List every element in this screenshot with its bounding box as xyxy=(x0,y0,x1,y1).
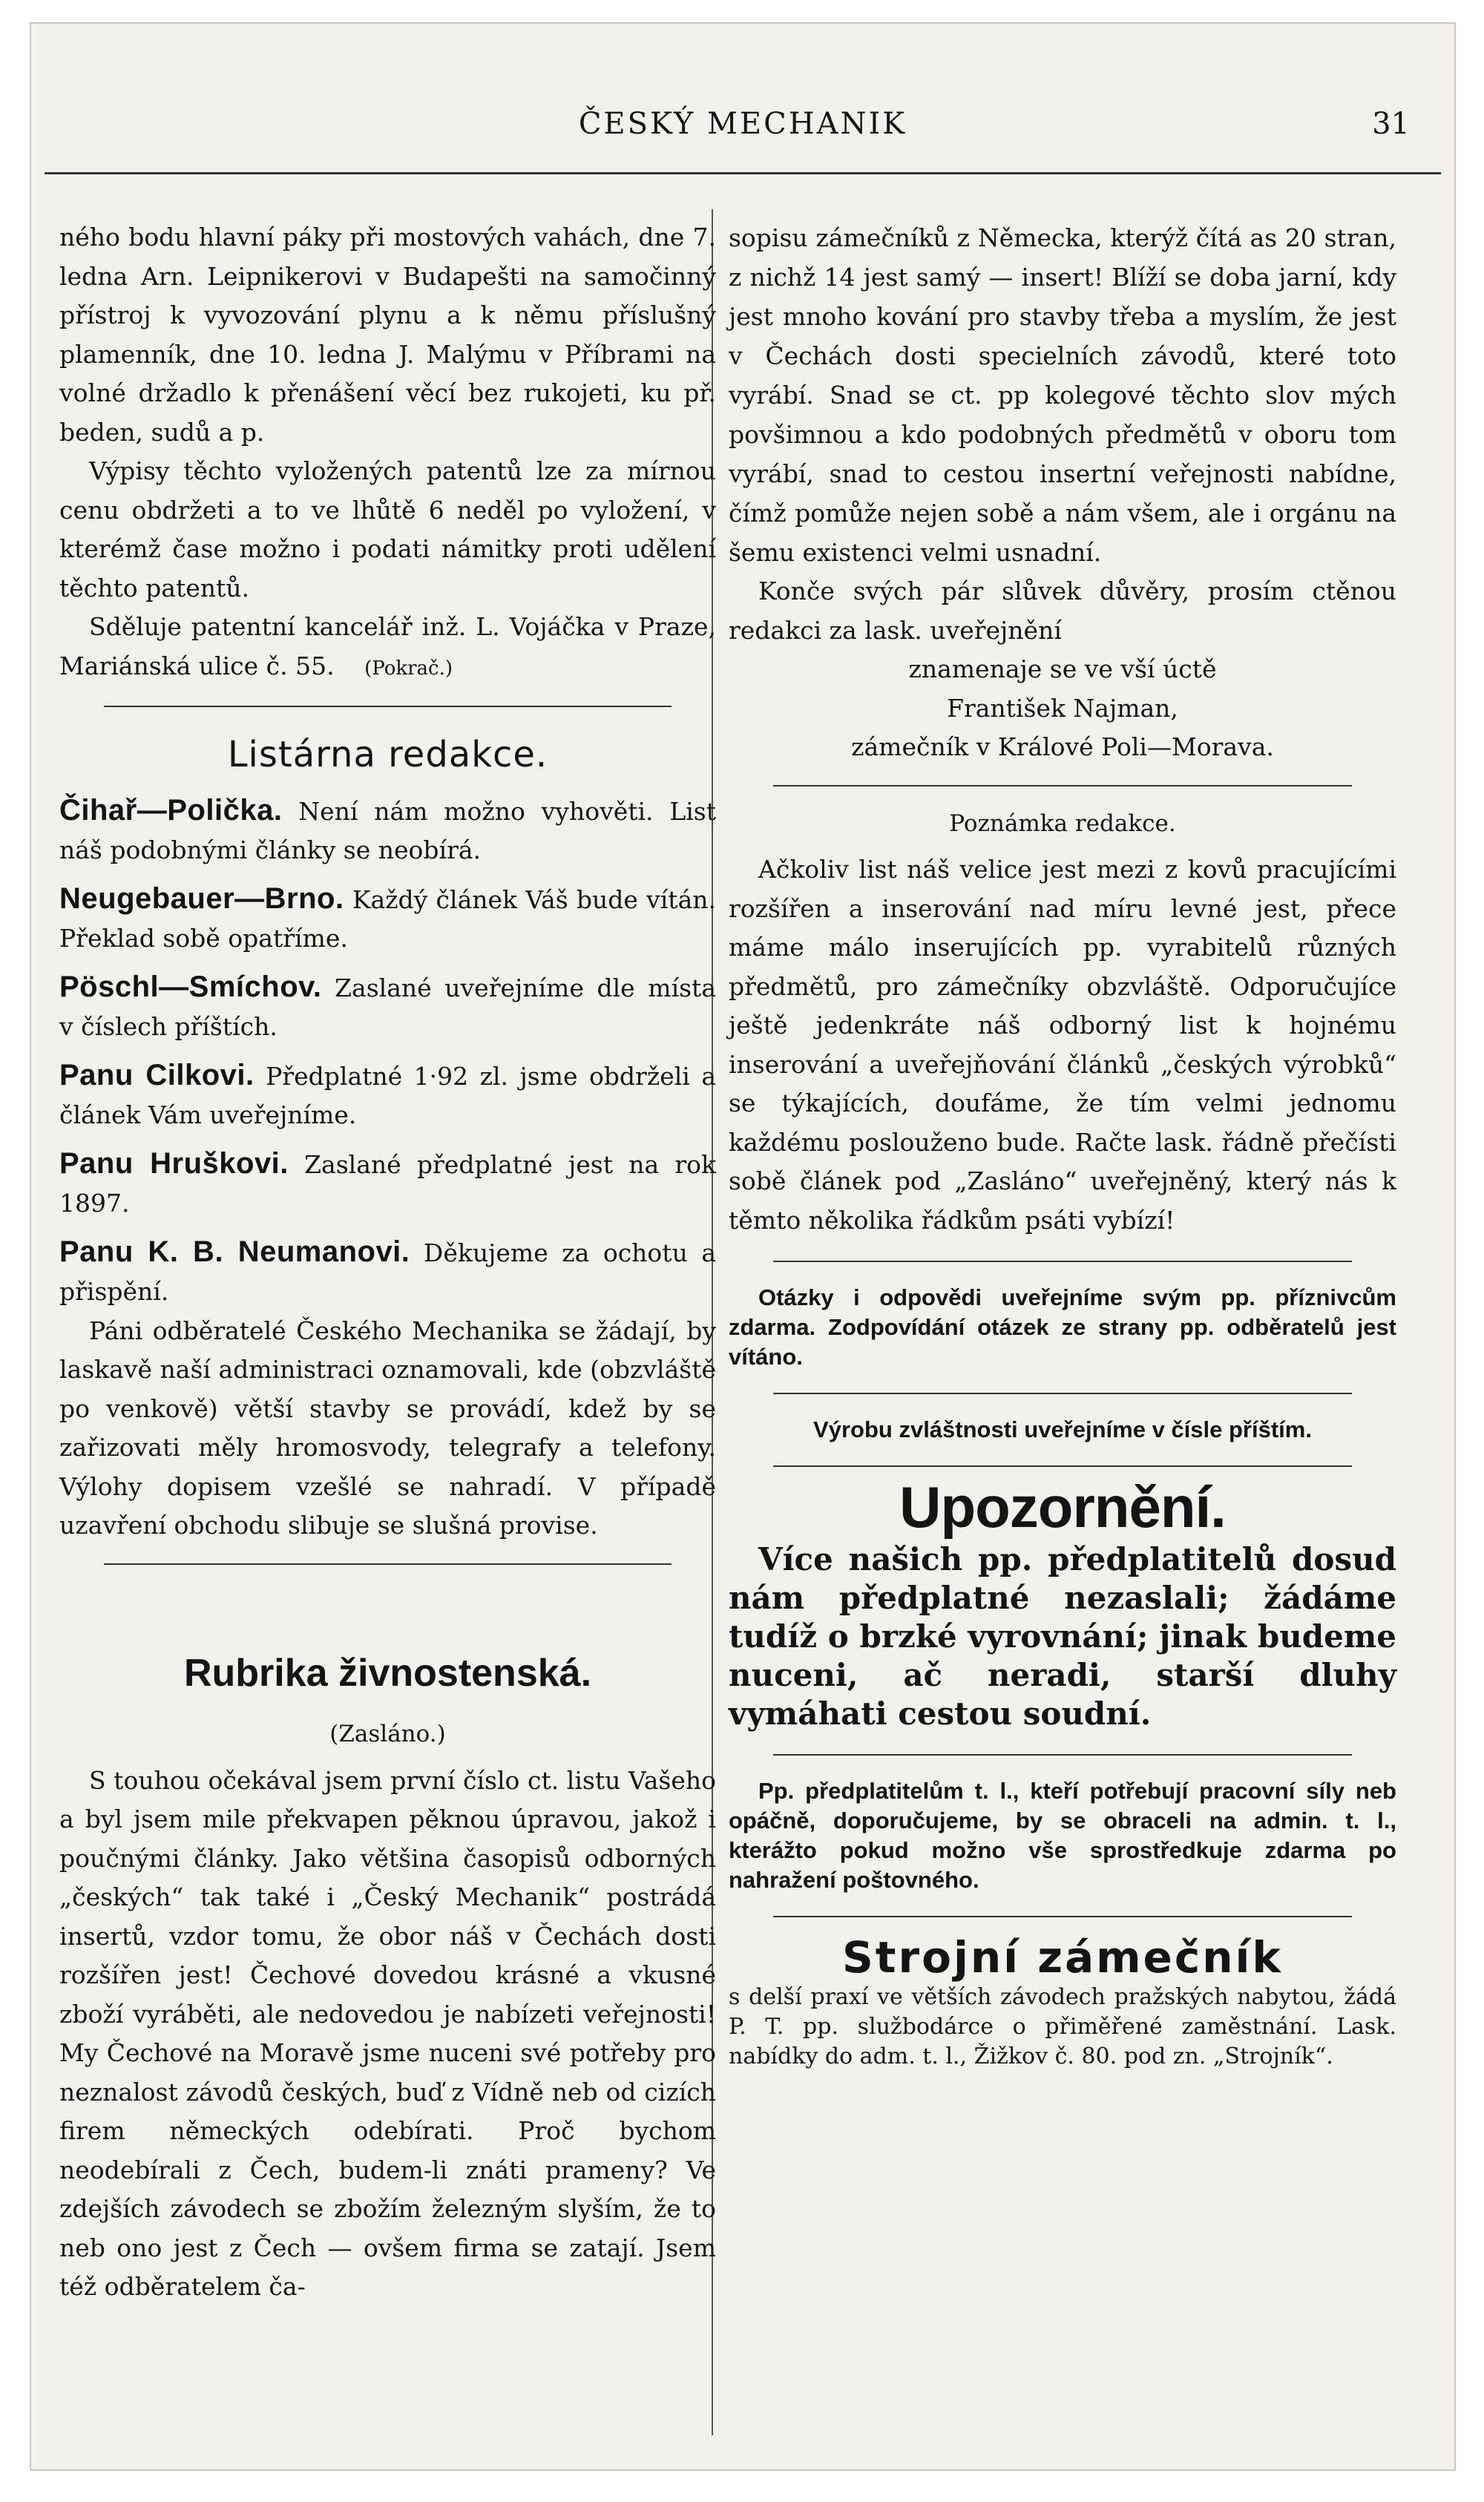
editor-note-title: Poznámka redakce. xyxy=(949,810,1176,837)
reply-item xyxy=(59,879,716,959)
reply-text: Děkujeme za ochotu a přispění. xyxy=(59,1238,717,1306)
section-rule xyxy=(104,1563,672,1565)
continued-mark: (Pokrač.) xyxy=(364,657,453,680)
header-rule xyxy=(45,172,1441,174)
signature-line: znamenaje se ve vší úctě xyxy=(908,654,1217,683)
reply-addressee: Čihař—Polička. xyxy=(59,793,283,827)
reply-item xyxy=(59,1144,716,1224)
editor-note-text: Ačkoliv list náš velice jest mezi z kovů pracujícími rozšířen a inserování nad míru levné jest, přece máme málo inserujících pp. vyrabitelů různých předmětů, pro zámečníky obzvláště. Odporučujíce ještě jedenkráte náš odborný list k hojnému inserování a uveřejňování článků „českých výrobků“ se týkajících, doufáme, že tím velmi jednomu každému poslouženo bude. Račte lask. řádně přečísti sobě článek pod „Zasláno“ uveřejněný, který nás k těmto několika řádkům psáti vybízí! xyxy=(729,855,1396,1235)
readers-notice: Páni odběratelé Českého Mechanika se žádají, by laskavě naší administraci oznamovali, kde (obzvláště po venkově) větší stavby se provádí, kdež by se zařizovati měly hromosvody, telegrafy a telefony. Výlohy dopisem vzešlé se nahradí. V případě uzavření obchodu slibuje se slušná provise. xyxy=(59,1316,716,1540)
reply-text: Předplatné 1·92 zl. jsme obdrželi a článek Vám uveřejníme. xyxy=(59,1061,717,1129)
reply-text: Není nám možno vyhověti. List náš podobnými články se neobírá. xyxy=(59,796,716,864)
reply-text: Zaslané uveřejníme dle místa v číslech příštích. xyxy=(59,973,716,1041)
reply-addressee: Neugebauer—Brno. xyxy=(59,881,344,915)
page-header xyxy=(31,24,1454,154)
section-rule xyxy=(773,1261,1352,1262)
left-column xyxy=(59,218,716,2307)
section-rule xyxy=(773,785,1352,787)
rubrika-text: S touhou očekával jsem první číslo ct. listu Vašeho a byl jsem mile překvapen pěknou úpravou, jakož i poučnými články. Jako většina časopisů odborných „českých“ tak také i „Český Mechanik“ postrádá insertů, vzdor tomu, že obor náš v Čechách dosti rozšířen jest! Čechové dovedou krásné a vkusné zboží vyráběti, ale nedovedou je nabízeti veřejnosti! My Čechové na Moravě jsme nuceni své potřeby pro neznalost závodů českých, buď z Vídně neb od cizích firem německých odebírati. Proč bychom neodebírali z Čech, budem-li znáti prameny? Ve zdejších závodech se zbožím železným slyším, že to neb ono jest z Čech — ovšem firma se zatají. Jsem též odběratelem ča- xyxy=(59,1765,716,2301)
patent-extracts-para: Výpisy těchto vyložených patentů lze za mírnou cenu obdržeti a to ve lhůtě 6 neděl po vyložení, v kterémž čase možno i podati námitky proti udělení těchto patentů. xyxy=(59,456,716,602)
reply-addressee: Panu Hruškovi. xyxy=(59,1146,289,1180)
page-number: 31 xyxy=(1372,107,1410,141)
ad-text: s delší praxí ve větších závodech pražských nabytou, žádá P. T. pp. službodárce o přiměřené zaměstnání. Lask. nabídky do adm. t. l., Žižkov č. 80. pod zn. „Strojník“. xyxy=(729,1984,1396,2069)
reply-text: Zaslané předplatné jest na rok 1897. xyxy=(59,1149,716,1218)
questions-notice: Otázky i odpovědi uveřejníme svým pp. příznivcům zdarma. Zodpovídání otázek ze strany pp. odběratelů jest vítáno. xyxy=(729,1284,1396,1370)
section-rule xyxy=(773,1465,1352,1467)
signature-place: zámečník v Králové Poli—Morava. xyxy=(851,732,1274,761)
reply-addressee: Panu Cilkovi. xyxy=(59,1058,255,1091)
patent-list-continuation: ného bodu hlavní páky při mostových vahách, dne 7. ledna Arn. Leipnikerovi v Budapešti na samočinný přístroj k vyvozování plynu a k němu příslušný plamenník, dne 10. ledna J. Malýmu v Příbrami na volné držadlo k přenášení věcí bez rukojeti, ku př. beden, sudů a p. xyxy=(59,223,716,447)
reply-addressee: Panu K. B. Neumanovi. xyxy=(59,1235,410,1268)
ad-title: Strojní zámečník xyxy=(842,1931,1283,1983)
right-column xyxy=(729,218,1396,2072)
listarna-title: Listárna redakce. xyxy=(227,734,548,775)
reply-item xyxy=(59,791,716,870)
specialty-notice: Výrobu zvláštnosti uveřejníme v čísle příštím. xyxy=(813,1416,1312,1442)
section-rule xyxy=(773,1916,1352,1917)
rubrika-title: Rubrika živnostenská. xyxy=(183,1651,592,1695)
notice-title: Upozornění. xyxy=(899,1474,1226,1540)
reply-addressee: Pöschl—Smíchov. xyxy=(59,970,322,1003)
reply-text: Každý článek Váš bude vítán. Překlad sobě opatříme. xyxy=(59,884,716,953)
reply-item xyxy=(59,1056,716,1135)
zaslano-label: (Zasláno.) xyxy=(329,1721,446,1747)
section-rule xyxy=(104,706,672,707)
section-rule xyxy=(773,1754,1352,1756)
patent-office-text: Sděluje patentní kancelář inž. L. Vojáčka v Praze, Mariánská ulice č. 55. xyxy=(59,612,716,680)
newspaper-page xyxy=(30,22,1456,2471)
letter-continuation: sopisu zámečníků z Německa, kterýž čítá as 20 stran, z nichž 14 jest samý — insert! Blíží se doba jarní, kdy jest mnoho kování pro stavby třeba a myslím, že jest v Čechách dosti specielních závodů, které toto vyrábí. Snad se ct. pp kolegové těchto slov mých povšimnou a kdo podobných předmětů v oboru tom vyrábí, snad to cestou insertní veřejnosti nabídne, čímž pomůže nejen sobě a nám všem, ale i orgánu na šemu existenci velmi usnadní. xyxy=(729,223,1396,567)
reply-item xyxy=(59,1232,716,1312)
notice-text: Více našich pp. předplatitelů dosud nám předplatné nezaslali; žádáme tudíž o brzké vyrovnání; jinak budeme nuceni, ač neradi, starší dluhy vymáhati cestou soudní. xyxy=(729,1540,1396,1732)
running-title: ČESKÝ MECHANIK xyxy=(578,107,907,141)
patent-office-para xyxy=(59,608,716,688)
signature-name: František Najman, xyxy=(947,693,1178,723)
section-rule xyxy=(773,1393,1352,1394)
reply-item xyxy=(59,968,716,1047)
subscribers-notice: Pp. předplatitelům t. l., kteří potřebují pracovní síly neb opáčně, doporučujeme, by se obraceli na admin. t. l., kterážto pokud možno vše sprostředkuje zdarma po nahražení poštovného. xyxy=(729,1777,1396,1893)
letter-closing: Konče svých pár slůvek důvěry, prosím ctěnou redakci za lask. uveřejnění xyxy=(729,577,1396,645)
